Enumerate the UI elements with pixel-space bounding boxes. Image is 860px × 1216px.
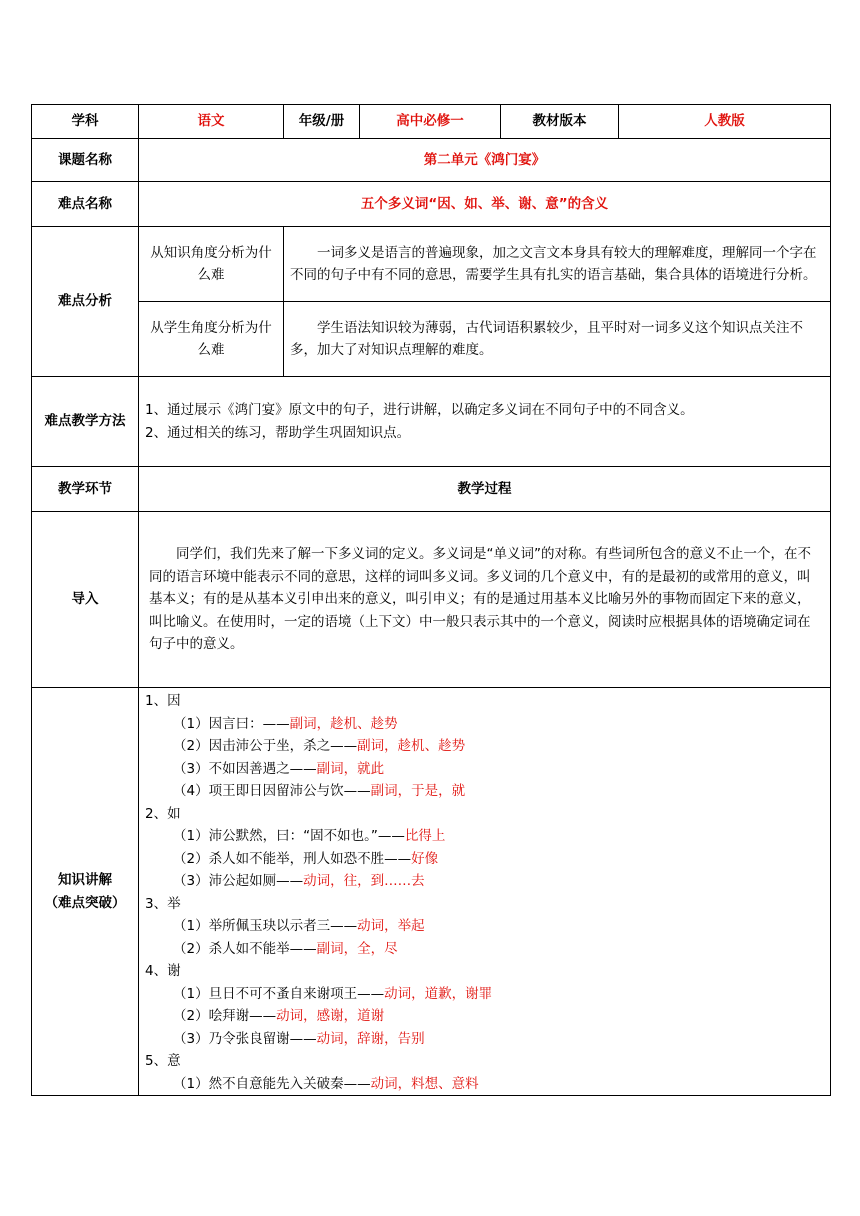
example-item: （2）杀人如不能举——副词，全，尽 bbox=[173, 940, 398, 957]
example-item: （1）旦日不可不蚤自来谢项王——动词，道歉，谢罪 bbox=[173, 985, 493, 1002]
topic-label: 课题名称 bbox=[32, 139, 139, 182]
difficulty-label: 难点名称 bbox=[32, 182, 139, 227]
topic-value: 第二单元《鸿门宴》 bbox=[139, 139, 831, 182]
example-item: （1）举所佩玉玦以示者三——动词，举起 bbox=[173, 918, 425, 934]
analysis-student-paragraph: 学生语法知识较为薄弱，古代词语积累较少，且平时对一词多义这个知识点关注不多，加大了对知识点理解的难度。 bbox=[290, 319, 803, 358]
edition-label: 教材版本 bbox=[501, 105, 619, 139]
word-heading: 1、因 bbox=[145, 693, 181, 709]
subject-label: 学科 bbox=[32, 105, 139, 139]
method-line-2: 2、通过相关的练习，帮助学生巩固知识点。 bbox=[145, 424, 411, 441]
example-item: （2）哙拜谢——动词，感谢，道谢 bbox=[173, 1008, 385, 1024]
difficulty-row bbox=[32, 182, 831, 227]
difficulty-value: 五个多义词“因、如、举、谢、意”的含义 bbox=[139, 182, 831, 227]
word-heading: 3、举 bbox=[145, 895, 181, 912]
knowledge-row bbox=[32, 688, 831, 1096]
grade-value: 高中必修一 bbox=[360, 105, 501, 139]
intro-text bbox=[139, 512, 831, 688]
knowledge-label bbox=[32, 688, 139, 1096]
analysis-knowledge-paragraph: 一词多义是语言的普遍现象，加之文言文本身具有较大的理解难度，理解同一个字在不同的句子中有不同的意思，需要学生具有扎实的语言基础，集合具体的语境进行分析。 bbox=[290, 244, 817, 283]
process-label: 教学过程 bbox=[139, 467, 831, 512]
subject-value: 语文 bbox=[139, 105, 284, 139]
word-heading: 5、意 bbox=[145, 1053, 181, 1069]
process-header-row bbox=[32, 467, 831, 512]
knowledge-label-line-1: 知识讲解 bbox=[58, 872, 112, 888]
edition-value: 人教版 bbox=[619, 105, 831, 139]
knowledge-label-line-2: （难点突破） bbox=[44, 894, 126, 911]
method-label: 难点教学方法 bbox=[32, 377, 139, 467]
analysis-knowledge-label: 从知识角度分析为什么难 bbox=[139, 227, 284, 302]
word-heading: 2、如 bbox=[145, 805, 181, 822]
intro-paragraph: 同学们，我们先来了解一下多义词的定义。多义词是“单义词”的对称。有些词所包含的意义不止一个，在不同的语言环境中能表示不同的意思，这样的词叫多义词。多义词的几个意义中，有的是最初的或常用的意义，叫基本义；有的是从基本义引申出来的意义，叫引申义；有的是通过用基本义比喻另外的事物而固定下来的意义，叫比喻义。在使用时，一定的语境（上下文）中一般只表示其中的一个意义，阅读时应根据具体的语境确定词在句子中的意义。 bbox=[149, 546, 811, 653]
example-item: （2）杀人如不能举，刑人如恐不胜——好像 bbox=[173, 850, 439, 867]
topic-row bbox=[32, 139, 831, 182]
knowledge-content bbox=[139, 688, 831, 1096]
intro-label: 导入 bbox=[32, 512, 139, 688]
example-item: （1）沛公默然，曰：“固不如也。”——比得上 bbox=[173, 828, 446, 844]
analysis-label: 难点分析 bbox=[32, 227, 139, 377]
method-row bbox=[32, 377, 831, 467]
intro-row bbox=[32, 512, 831, 688]
analysis-row-1 bbox=[32, 227, 831, 302]
stage-label: 教学环节 bbox=[32, 467, 139, 512]
example-item: （3）沛公起如厕——动词，往，到……去 bbox=[173, 873, 425, 889]
example-item: （3）乃令张良留谢——动词，辞谢，告别 bbox=[173, 1030, 425, 1047]
word-heading: 4、谢 bbox=[145, 963, 181, 979]
example-item: （3）不如因善遇之——副词，就此 bbox=[173, 760, 385, 777]
example-item: （1）因言曰：——副词，趁机、趁势 bbox=[173, 715, 398, 732]
lesson-plan-table bbox=[31, 104, 831, 1096]
analysis-student-label: 从学生角度分析为什么难 bbox=[139, 302, 284, 377]
method-line-1: 1、通过展示《鸿门宴》原文中的句子，进行讲解，以确定多义词在不同句子中的不同含义。 bbox=[145, 402, 694, 418]
method-text bbox=[139, 377, 831, 467]
analysis-student-text bbox=[284, 302, 831, 377]
grade-label: 年级/册 bbox=[284, 105, 360, 139]
analysis-row-2 bbox=[32, 302, 831, 377]
example-item: （4）项王即日因留沛公与饮——副词，于是，就 bbox=[173, 783, 466, 799]
analysis-knowledge-text bbox=[284, 227, 831, 302]
header-row bbox=[32, 105, 831, 139]
example-item: （2）因击沛公于坐，杀之——副词，趁机、趁势 bbox=[173, 738, 466, 754]
example-item: （1）然不自意能先入关破秦——动词，料想、意料 bbox=[173, 1075, 479, 1092]
